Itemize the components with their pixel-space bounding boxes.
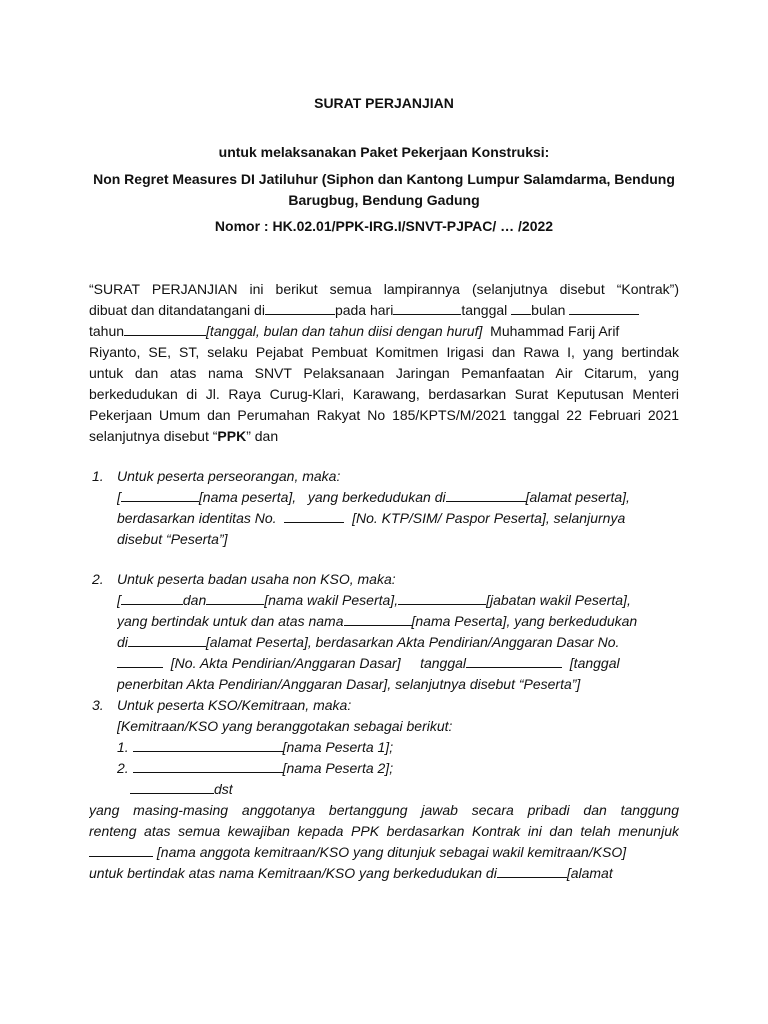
blank-representative-position	[398, 591, 486, 605]
tail-text: untuk bertindak atas nama Kemitraan/KSO yang berkedudukan di	[89, 865, 497, 881]
item-text: [nama Peserta 1];	[282, 739, 394, 755]
item-text: berdasarkan identitas No.	[117, 510, 277, 526]
item-text: 1.	[117, 739, 129, 755]
item-2-line-6: penerbitan Akta Pendirian/Anggaran Dasar], selanjutnya disebut “Peserta”]	[117, 676, 581, 692]
tail-line-1: yang masing-masing anggotanya bertanggung jawab secara pribadi dan tanggung	[89, 802, 679, 818]
item-1-line-1: Untuk peserta perseorangan, maka:	[117, 468, 341, 484]
blank-date	[511, 301, 531, 315]
intro-line-5: untuk dan atas nama SNVT Pelaksanaan Jaringan Pemanfaatan Air Citarum, yang	[89, 365, 679, 381]
intro-line-2	[89, 300, 679, 321]
document-title: SURAT PERJANJIAN	[314, 95, 454, 111]
tail-text: [nama anggota kemitraan/KSO yang ditunjuk sebagai wakil kemitraan/KSO]	[156, 844, 627, 860]
blank-id-number	[284, 509, 344, 523]
contract-number: Nomor : HK.02.01/PPK-IRG.I/SNVT-PJPAC/ … /2022	[214, 218, 554, 234]
blank-representative-2	[206, 591, 264, 605]
intro-line-7: Pekerjaan Umum dan Perumahan Rakyat No 185/KPTS/M/2021 tanggal 22 Februari 2021	[89, 407, 679, 423]
blank-kso-address	[497, 864, 567, 878]
item-2-line-4	[117, 632, 679, 653]
intro-text: Muhammad Farij Arif	[490, 323, 620, 339]
intro-note: [tanggal, bulan dan tahun diisi dengan huruf]	[206, 323, 483, 339]
item-text: [alamat peserta],	[525, 489, 630, 505]
item-text: [tanggal	[569, 655, 620, 671]
item-text: yang berkedudukan di	[307, 489, 446, 505]
item-text: tanggal	[420, 655, 467, 671]
tail-line-4	[89, 863, 679, 884]
intro-text: ” dan	[246, 428, 279, 444]
intro-line-6: berkedudukan di Jl. Raya Curug-Klari, Karawang, berdasarkan Surat Keputusan Menteri	[89, 386, 679, 402]
item-text: [	[117, 489, 121, 505]
item-text: [jabatan wakil Peserta],	[486, 592, 631, 608]
item-1-line-3	[117, 508, 679, 529]
project-name-line-1: Non Regret Measures DI Jatiluhur (Siphon dan Kantong Lumpur Salamdarma, Bendung	[93, 171, 675, 187]
item-1-number: 1.	[92, 468, 104, 484]
item-text: [No. Akta Pendirian/Anggaran Dasar]	[170, 655, 401, 671]
intro-text: dibuat dan ditandatangani di	[89, 302, 265, 318]
item-3-line-4	[117, 758, 679, 779]
blank-participant-address	[446, 488, 526, 502]
item-text: [nama Peserta 2];	[282, 760, 394, 776]
item-2-number: 2.	[92, 571, 104, 587]
item-3-number: 3.	[92, 697, 104, 713]
item-2-line-3	[117, 611, 679, 632]
item-text: dan	[182, 592, 207, 608]
item-text: yang bertindak untuk dan atas nama	[117, 613, 344, 629]
item-text: dst	[214, 781, 233, 797]
item-3-line-2: [Kemitraan/KSO yang beranggotakan sebagai berikut:	[117, 718, 453, 734]
intro-text: bulan	[531, 302, 566, 318]
intro-text: selanjutnya disebut “	[89, 428, 218, 444]
blank-deed-date	[466, 654, 562, 668]
item-text: di	[117, 634, 128, 650]
blank-year	[124, 322, 206, 336]
item-text: 2.	[117, 760, 129, 776]
blank-member-2	[133, 759, 283, 773]
intro-text: tanggal	[461, 302, 508, 318]
tail-line-3	[89, 842, 679, 863]
blank-place	[265, 301, 335, 315]
blank-participant-address	[128, 633, 206, 647]
item-text: [	[117, 592, 121, 608]
tail-text: [alamat	[566, 865, 613, 881]
item-2-line-1: Untuk peserta badan usaha non KSO, maka:	[117, 571, 396, 587]
blank-representative-member	[89, 843, 153, 857]
item-3-line-3	[117, 737, 679, 758]
item-text: [nama Peserta], yang berkedudukan	[411, 613, 638, 629]
item-1-line-2	[117, 487, 679, 508]
blank-member-n	[130, 780, 214, 794]
blank-participant-name	[121, 488, 199, 502]
blank-member-1	[133, 738, 283, 752]
intro-text: tahun	[89, 323, 125, 339]
blank-month	[569, 301, 639, 315]
item-2-line-2	[117, 590, 679, 611]
tail-line-2: renteng atas semua kewajiban kepada PPK berdasarkan Kontrak ini dan telah menunjuk	[89, 823, 679, 839]
item-1-line-4: disebut “Peserta”]	[117, 531, 228, 547]
document-subtitle: untuk melaksanakan Paket Pekerjaan Konstruksi:	[218, 144, 550, 160]
blank-participant-name	[344, 612, 412, 626]
item-text: [nama wakil Peserta],	[264, 592, 399, 608]
project-name-line-2: Barugbug, Bendung Gadung	[288, 192, 480, 208]
intro-line-8	[89, 426, 679, 447]
item-3-line-5	[117, 779, 679, 800]
intro-line-3	[89, 321, 679, 342]
item-text: [nama peserta],	[198, 489, 297, 505]
ppk-label: PPK	[217, 428, 247, 444]
item-2-line-5	[117, 653, 679, 674]
item-3-line-1: Untuk peserta KSO/Kemitraan, maka:	[117, 697, 352, 713]
item-text: [alamat Peserta], berdasarkan Akta Pendirian/Anggaran Dasar No.	[205, 634, 620, 650]
blank-day	[393, 301, 461, 315]
item-text: [No. KTP/SIM/ Paspor Peserta], selanjurnya	[352, 510, 626, 526]
intro-text: pada hari	[334, 302, 394, 318]
intro-line-4: Riyanto, SE, ST, selaku Pejabat Pembuat Komitmen Irigasi dan Rawa I, yang bertindak	[89, 344, 679, 360]
blank-deed-number	[117, 654, 163, 668]
intro-line-1: “SURAT PERJANJIAN ini berikut semua lampirannya (selanjutnya disebut “Kontrak”)	[89, 281, 679, 297]
blank-representative-1	[121, 591, 183, 605]
